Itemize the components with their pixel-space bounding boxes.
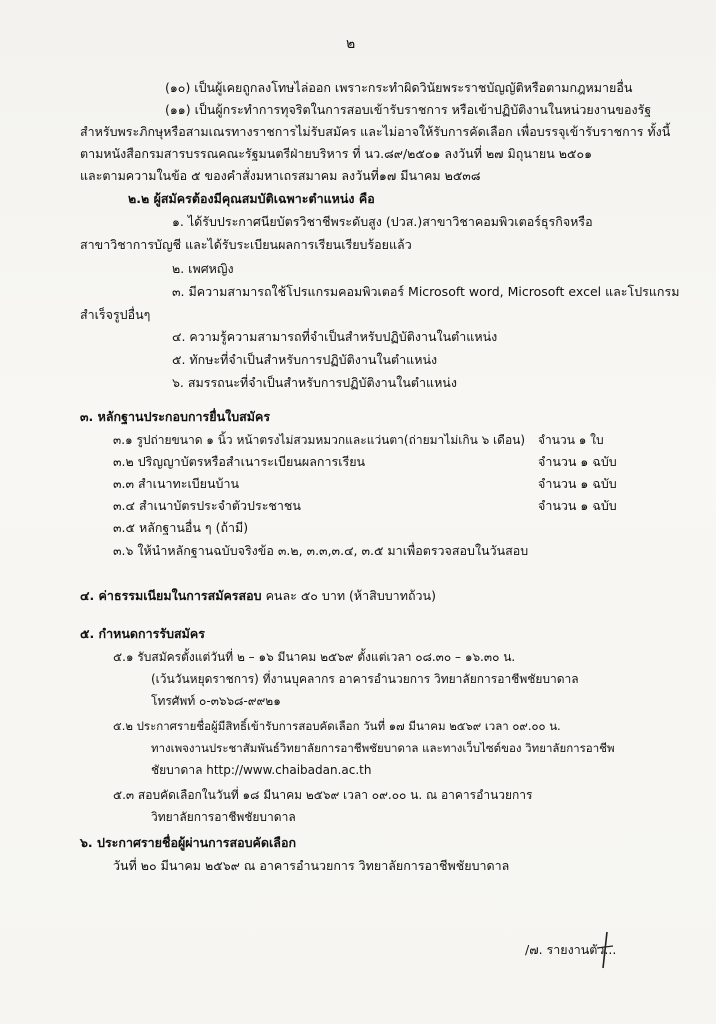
qualification-2: ๒. เพศหญิง (172, 261, 234, 276)
document-item-3-5: ๓.๕ หลักฐานอื่น ๆ (ถ้ามี) (113, 520, 249, 535)
qualification-4: ๔. ความรู้ความสามารถที่จำเป็นสำหรับปฏิบัติงานในตำแหน่ง (172, 329, 498, 344)
schedule-5-3-line-1: ๕.๓ สอบคัดเลือกในวันที่ ๑๘ มีนาคม ๒๕๖๙ เวลา ๐๙.๐๐ น. ณ อาคารอำนวยการ (113, 788, 533, 802)
document-item-3-6: ๓.๖ ให้นำหลักฐานฉบับจริงข้อ ๓.๒, ๓.๓,๓.๔, ๓.๕ มาเพื่อตรวจสอบในวันสอบ (113, 543, 529, 558)
section-3-heading: ๓. หลักฐานประกอบการยื่นใบสมัคร (80, 409, 271, 424)
qualification-3-line-1: ๓. มีความสามารถใช้โปรแกรมคอมพิวเตอร์ Microsoft word, Microsoft excel และโปรแกรม (172, 284, 680, 299)
schedule-5-3-line-2: วิทยาลัยการอาชีพชัยบาดาล (151, 810, 296, 824)
next-page-continuation: /๗. รายงานตัว... (525, 942, 617, 957)
document-item-3-4: ๓.๔ สำเนาบัตรประจำตัวประชาชน (113, 498, 301, 513)
qualification-6: ๖. สมรรถนะที่จำเป็นสำหรับการปฏิบัติงานในตำแหน่ง (172, 375, 457, 390)
section-4-fee: คนละ ๕๐ บาท (ห้าสิบบาทถ้วน) (261, 588, 436, 603)
schedule-5-2-line-1: ๕.๒ ประกาศรายชื่อผู้มีสิทธิ์เข้ารับการสอบคัดเลือก วันที่ ๑๗ มีนาคม ๒๕๖๙ เวลา ๐๙.๐๐ น. (113, 719, 561, 733)
section-4 (80, 588, 436, 604)
schedule-5-1-line-3: โทรศัพท์ ๐-๓๖๖๘-๙๙๒๑ (151, 694, 281, 708)
document-item-3-3: ๓.๓ สำเนาทะเบียนบ้าน (113, 476, 240, 491)
document-item-3-3-quantity: จำนวน ๑ ฉบับ (538, 476, 617, 491)
section-6-heading: ๖. ประกาศรายชื่อผู้ผ่านการสอบคัดเลือก (80, 835, 297, 850)
schedule-5-2-line-3: ชัยบาดาล http://www.chaibadan.ac.th (151, 763, 372, 777)
item-11-line-3: ตามหนังสือกรมสารบรรณคณะรัฐมนตรีฝ่ายบริหาร ที่ นว.๘๙/๒๕๐๑ ลงวันที่ ๒๗ มิถุนายน ๒๕๐๑ (80, 146, 593, 161)
document-item-3-4-quantity: จำนวน ๑ ฉบับ (538, 498, 617, 513)
qualification-5: ๕. ทักษะที่จำเป็นสำหรับการปฏิบัติงานในตำแหน่ง (172, 352, 438, 367)
qualification-1-line-1: ๑. ได้รับประกาศนียบัตรวิชาชีพระดับสูง (ปวส.)สาขาวิชาคอมพิวเตอร์ธุรกิจหรือ (172, 214, 593, 229)
section-2-2-heading: ๒.๒ ผู้สมัครต้องมีคุณสมบัติเฉพาะตำแหน่ง คือ (128, 191, 375, 206)
schedule-5-1-line-2: (เว้นวันหยุดราชการ) ที่งานบุคลากร อาคารอำนวยการ วิทยาลัยการอาชีพชัยบาดาล (151, 672, 579, 686)
document-item-3-1: ๓.๑ รูปถ่ายขนาด ๑ นิ้ว หน้าตรงไม่สวมหมวกและแว่นตา(ถ่ายมาไม่เกิน ๖ เดือน) (113, 433, 526, 447)
item-10: (๑๐) เป็นผู้เคยถูกลงโทษไล่ออก เพราะกระทำผิดวินัยพระราชบัญญัติหรือตามกฎหมายอื่น (165, 80, 633, 95)
schedule-5-1-line-1: ๕.๑ รับสมัครตั้งแต่วันที่ ๒ – ๑๖ มีนาคม ๒๕๖๙ ตั้งแต่เวลา ๐๘.๓๐ – ๑๖.๓๐ น. (113, 650, 516, 664)
document-item-3-2: ๓.๒ ปริญญาบัตรหรือสำเนาระเบียนผลการเรียน (113, 454, 366, 469)
section-4-heading: ๔. ค่าธรรมเนียมในการสมัครสอบ (80, 588, 262, 603)
document-item-3-1-quantity: จำนวน ๑ ใบ (538, 433, 604, 447)
schedule-5-2-line-2: ทางเพจงานประชาสัมพันธ์วิทยาลัยการอาชีพชัยบาดาล และทางเว็บไซต์ของ วิทยาลัยการอาชีพ (151, 741, 615, 755)
item-11-line-1: (๑๑) เป็นผู้กระทำการทุจริตในการสอบเข้ารับราชการ หรือเข้าปฏิบัติงานในหน่วยงานของรัฐ (165, 102, 652, 117)
item-11-line-2: สำหรับพระภิกษุหรือสามเณรทางราชการไม่รับสมัคร และไม่อาจให้รับการคัดเลือก เพื่อบรรจุเข้ารับราชการ ทั้งนี้ (80, 124, 671, 139)
qualification-3-line-2: สำเร็จรูปอื่นๆ (80, 307, 151, 322)
section-5-heading: ๕. กำหนดการรับสมัคร (80, 626, 205, 641)
page-number: ๒ (346, 36, 356, 52)
qualification-1-line-2: สาขาวิชาการบัญชี และได้รับระเบียนผลการเรียนเรียบร้อยแล้ว (80, 237, 412, 252)
handwritten-mark (595, 930, 615, 970)
document-item-3-2-quantity: จำนวน ๑ ฉบับ (538, 454, 617, 469)
section-6-date: วันที่ ๒๐ มีนาคม ๒๕๖๙ ณ อาคารอำนวยการ วิทยาลัยการอาชีพชัยบาดาล (113, 858, 510, 873)
item-11-line-4: และตามความในข้อ ๕ ของคำสั่งมหาเถรสมาคม ลงวันที่๑๗ มีนาคม ๒๕๓๘ (80, 168, 481, 183)
